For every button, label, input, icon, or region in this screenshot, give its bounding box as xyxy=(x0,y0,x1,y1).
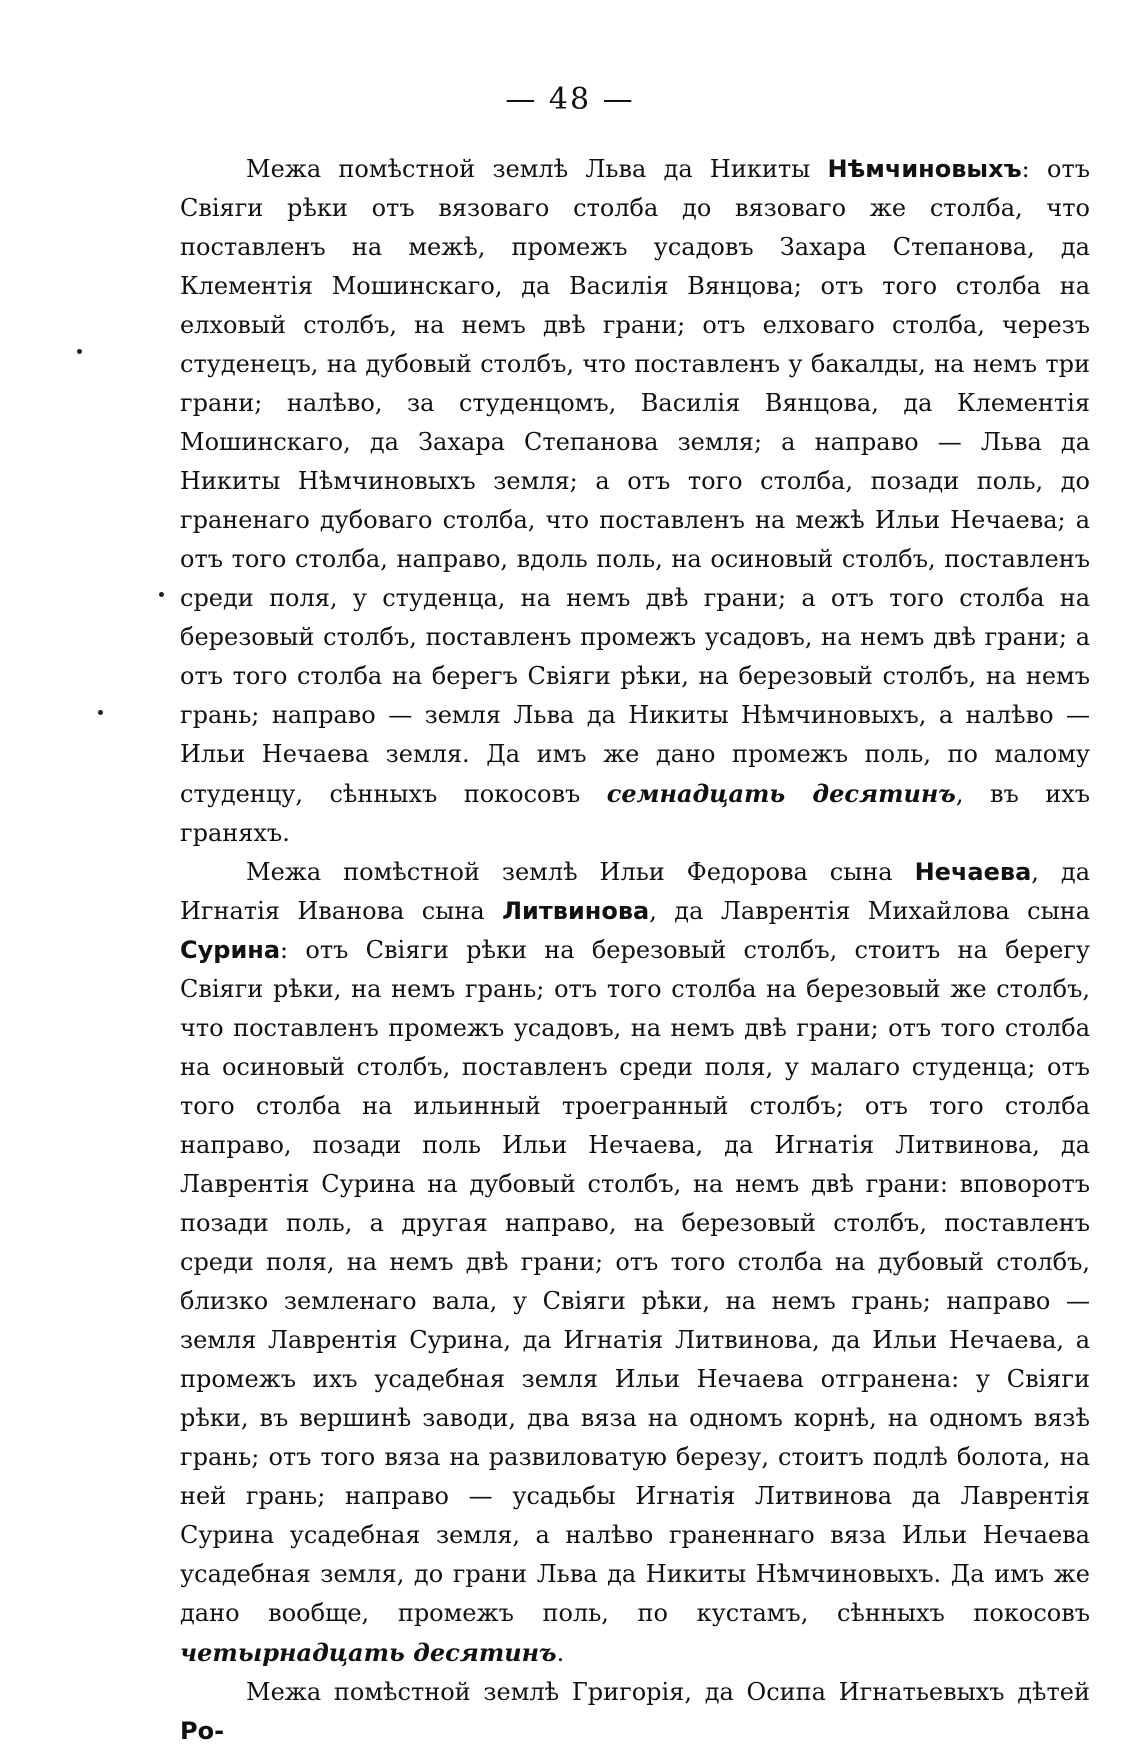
paragraph-text: , да Лаврентія Михайлова сына xyxy=(649,897,1091,925)
owner-name: Литвинова xyxy=(502,897,650,925)
owner-name: Сурина xyxy=(180,936,281,964)
paragraph-text: : отъ Свіяги рѣки на березовый столбъ, стоитъ на берегу Свіяги рѣки, на немъ грань; отъ того столба на березовый же столбъ, что поставленъ промежъ усадовъ, на немъ двѣ грани; отъ того столба на осиновый столбъ, поставленъ среди поля, у малаго студенца; отъ того столба на ильинный троегранный столбъ; отъ того столба направо, позади поль Ильи Нечаева, да Игнатія Литвинова, да Лаврентія Сурина на дубовый столбъ, на немъ двѣ грани: вповоротъ позади поль, а другая направо, на березовый столбъ, поставленъ среди поля, на немъ двѣ грани; отъ того столба на дубовый столбъ, близко земленаго вала, у Свіяги рѣки, на немъ грань; направо — земля Лаврентія Сурина, да Игнатія Литвинова, да Ильи Нечаева, а промежъ ихъ усадебная земля Ильи Нечаева отгранена: у Свіяги рѣки, въ вершинѣ заводи, два вяза на одномъ корнѣ, на одномъ вязѣ грань; отъ того вяза на развиловатую березу, стоитъ подлѣ болота, на ней грань; направо — усадьбы Игнатія Литвинова да Лаврентія Сурина усадебная земля, а налѣво граненнаго вяза Ильи Нечаева усадебная земля, до грани Льва да Никиты Нѣмчиновыхъ. Да имъ же дано вообще, промежъ поль, по кустамъ, сѣнныхъ покосовъ xyxy=(180,936,1090,1627)
paragraph-tail: , въ ихъ граняхъ. xyxy=(180,780,1091,847)
paragraph-tail: . xyxy=(556,1639,565,1667)
paragraph-lead: Межа помѣстной землѣ Льва да Никиты xyxy=(246,155,828,183)
document-body xyxy=(180,150,1090,1751)
margin-mark xyxy=(98,710,103,715)
margin-mark xyxy=(159,592,164,597)
owner-name: Нѣмчиновыхъ xyxy=(827,155,1022,183)
paragraph-nemchinov-boundary xyxy=(180,150,1090,853)
paragraph-text: , да Игнатія Иванова сына xyxy=(180,858,1090,925)
owner-name: Ро- xyxy=(180,1717,225,1745)
area-measure: четырнадцать десятинъ xyxy=(180,1638,557,1667)
owner-name: Нечаева xyxy=(914,858,1032,886)
paragraph-text: : отъ Свіяги рѣки отъ вязоваго столба до вязоваго же столба, что поставленъ на межѣ, промежъ усадовъ Захара Степанова, да Клементія Мошинскаго, да Василія Вянцова; отъ того столба на елховый столбъ, на немъ двѣ грани; отъ елховаго столба, черезъ студенецъ, на дубовый столбъ, что поставленъ у бакалды, на немъ три грани; налѣво, за студенцомъ, Василія Вянцова, да Клементія Мошинскаго, да Захара Степанова земля; а направо — Льва да Никиты Нѣмчиновыхъ земля; а отъ того столба, позади поль, до граненаго дубоваго столба, что поставленъ на межѣ Ильи Нечаева; а отъ того столба, направо, вдоль поль, на осиновый столбъ, поставленъ среди поля, у студенца, на немъ двѣ грани; а отъ того столба на березовый столбъ, поставленъ промежъ усадовъ, на немъ двѣ грани; а отъ того столба на берегъ Свіяги рѣки, на березовый столбъ, на немъ грань; направо — земля Льва да Никиты Нѣмчиновыхъ, а налѣво — Ильи Нечаева земля. Да имъ же дано промежъ поль, по малому студенцу, сѣнныхъ покосовъ xyxy=(180,155,1090,808)
page-number: — 48 — xyxy=(505,82,635,117)
margin-mark xyxy=(77,349,82,354)
paragraph-lead: Межа помѣстной землѣ Ильи Федорова сына xyxy=(246,858,915,886)
area-measure: семнадцать десятинъ xyxy=(606,779,956,808)
paragraph-grigoriy-boundary xyxy=(180,1673,1090,1751)
paragraph-nechaev-boundary xyxy=(180,853,1090,1673)
paragraph-lead: Межа помѣстной землѣ Григорія, да Осипа Игнатьевыхъ дѣтей xyxy=(246,1678,1090,1706)
